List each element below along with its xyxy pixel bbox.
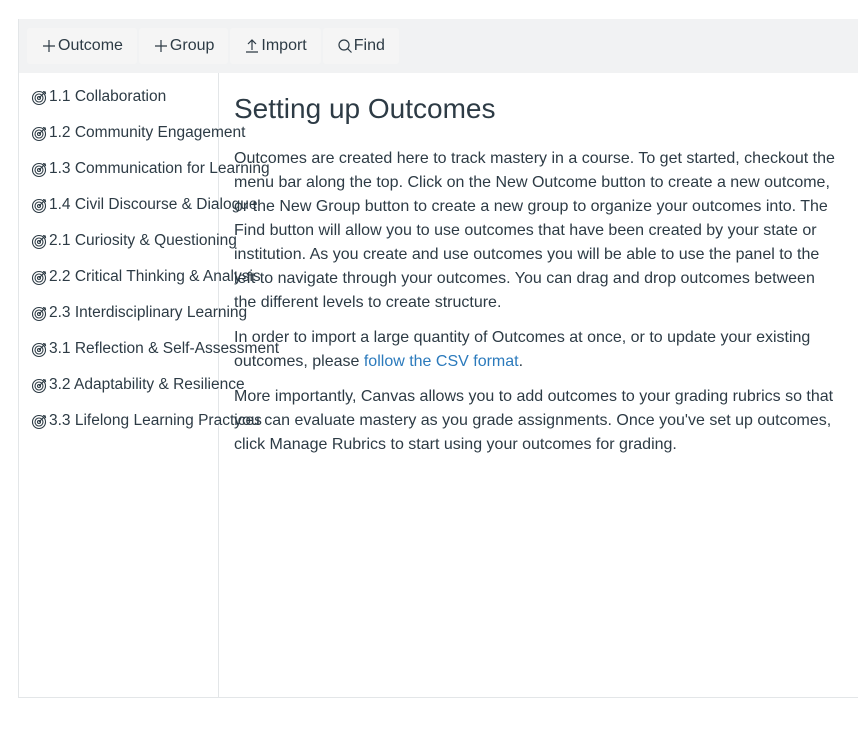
plus-icon (41, 38, 57, 54)
outcome-target-icon (31, 89, 48, 106)
outcomes-toolbar (19, 19, 858, 73)
outcome-target-icon (31, 233, 48, 250)
outcome-target-icon (31, 197, 48, 214)
outcomes-panel (18, 19, 858, 698)
outcome-target-icon (31, 161, 48, 178)
outcome-target-icon (31, 341, 48, 358)
outcomes-sidebar (19, 73, 280, 697)
outcome-group-label: 3.3 Lifelong Learning Practices (49, 412, 262, 429)
outcome-group-item[interactable] (19, 223, 237, 259)
outcome-group-item[interactable] (19, 151, 270, 187)
import-label: Import (261, 37, 307, 54)
outcome-group-label: 1.3 Communication for Learning (49, 160, 270, 177)
page-title: Setting up Outcomes (234, 93, 496, 124)
outcome-group-label: 3.2 Adaptability & Resilience (49, 376, 245, 393)
outcome-group-label: 1.1 Collaboration (49, 88, 167, 105)
find-label: Find (353, 37, 385, 54)
outcome-target-icon (31, 377, 48, 394)
import-paragraph-suffix: . (518, 353, 524, 370)
outcome-target-icon (31, 125, 48, 142)
add-outcome-label: Outcome (58, 37, 123, 54)
outcome-group-label: 1.4 Civil Discourse & Dialogue (49, 196, 258, 213)
outcome-group-label: 1.2 Community Engagement (49, 124, 246, 141)
import-button[interactable] (230, 28, 320, 64)
outcome-group-label: 2.2 Critical Thinking & Analysis (49, 268, 261, 285)
import-paragraph-prefix: In order to import a large quantity of Outcomes at once, or to update your existing outcomes, please (234, 329, 811, 370)
outcome-group-label: 3.1 Reflection & Self-Assessment (49, 340, 280, 357)
search-icon (337, 38, 353, 54)
rubrics-paragraph: More importantly, Canvas allows you to add outcomes to your grading rubrics so that you can evaluate mastery as you grade assignments. Once you've set up outcomes, click Manage Rubrics to start using your outcomes for grading. (234, 388, 834, 453)
find-button[interactable] (323, 28, 399, 64)
outcome-group-item[interactable] (19, 295, 248, 331)
outcome-group-item[interactable] (19, 403, 262, 439)
outcome-target-icon (31, 413, 48, 430)
outcome-group-item[interactable] (19, 367, 245, 403)
outcome-group-item[interactable] (19, 79, 218, 115)
outcome-group-label: 2.3 Interdisciplinary Learning (49, 304, 248, 321)
outcome-target-icon (31, 269, 48, 286)
outcome-target-icon (31, 305, 48, 322)
outcome-group-label: 2.1 Curiosity & Questioning (49, 232, 237, 249)
upload-icon (244, 38, 260, 54)
outcome-group-item[interactable] (19, 331, 280, 367)
outcomes-main (219, 73, 858, 697)
outcome-group-item[interactable] (19, 187, 258, 223)
plus-icon (153, 38, 169, 54)
import-paragraph (234, 326, 838, 374)
outcome-group-item[interactable] (19, 259, 261, 295)
add-outcome-button[interactable] (27, 28, 137, 64)
add-group-button[interactable] (139, 28, 228, 64)
outcome-group-item[interactable] (19, 115, 246, 151)
intro-paragraph: Outcomes are created here to track mastery in a course. To get started, checkout the menu bar along the top. Click on the New Outcome button to create a new outcome, or the New Group button to create a new group to organize your outcomes into. The Find button will allow you to use outcomes that have been created by your state or institution. As you create and use outcomes you will be able to use the panel to the left to navigate through your outcomes. You can drag and drop outcomes between the different levels to create structure. (234, 150, 835, 311)
add-group-label: Group (169, 37, 215, 54)
csv-format-link[interactable]: follow the CSV format (363, 353, 519, 370)
